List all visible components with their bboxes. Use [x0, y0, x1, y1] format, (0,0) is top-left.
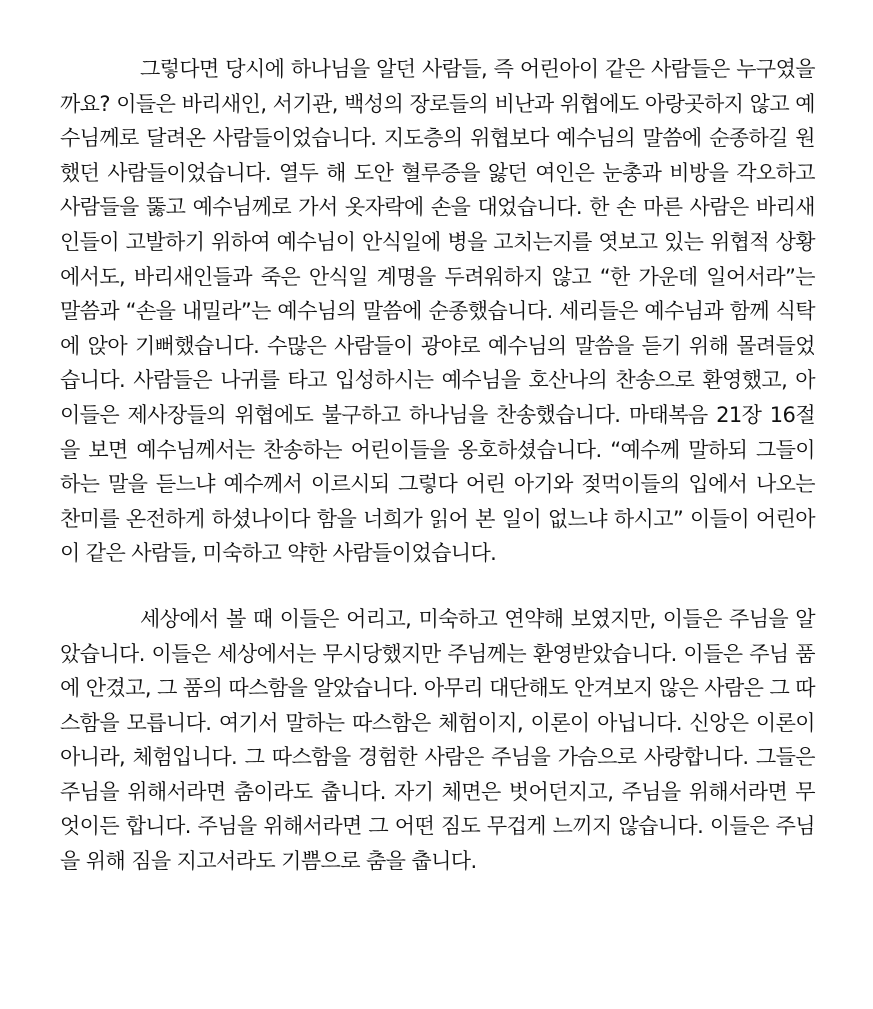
- paragraph-1: 그렇다면 당시에 하나님을 알던 사람들, 즉 어린아이 같은 사람들은 누구였을까요? 이들은 바리새인, 서기관, 백성의 장로들의 비난과 위협에도 아랑곳하지 않고 예수님께로 달려온 사람들이었습니다. 지도층의 위협보다 예수님의 말씀에 순종하길 원했던 사람들이었습니다. 열두 해 도안 혈루증을 앓던 여인은 눈총과 비방을 각오하고 사람들을 뚫고 예수님께로 가서 옷자락에 손을 대었습니다. 한 손 마른 사람은 바리새인들이 고발하기 위하여 예수님이 안식일에 병을 고치는지를 엿보고 있는 위협적 상황에서도, 바리새인들과 죽은 안식일 계명을 두려워하지 않고 “한 가운데 일어서라”는 말씀과 “손을 내밀라”는 예수님의 말씀에 순종했습니다. 세리들은 예수님과 함께 식탁에 앉아 기뻐했습니다. 수많은 사람들이 광야로 예수님의 말씀을 듣기 위해 몰려들었습니다. 사람들은 나귀를 타고 입성하시는 예수님을 호산나의 찬송으로 환영했고, 아이들은 제사장들의 위협에도 불구하고 하나님을 찬송했습니다. 마태복음 21장 16절을 보면 예수님께서는 찬송하는 어린이들을 옹호하셨습니다. “예수께 말하되 그들이 하는 말을 듣느냐 예수께서 이르시되 그렇다 어린 아기와 젖먹이들의 입에서 나오는 찬미를 온전하게 하셨나이다 함을 너희가 읽어 본 일이 없느냐 하시고” 이들이 어린아이 같은 사람들, 미숙하고 약한 사람들이었습니다.: [60, 57, 815, 566]
- document-body: [60, 52, 815, 879]
- paragraph-2: 세상에서 볼 때 이들은 어리고, 미숙하고 연약해 보였지만, 이들은 주님을 알았습니다. 이들은 세상에서는 무시당했지만 주님께는 환영받았습니다. 이들은 주님 품에 안겼고, 그 품의 따스함을 알았습니다. 아무리 대단해도 안겨보지 않은 사람은 그 따스함을 모릅니다. 여기서 말하는 따스함은 체험이지, 이론이 아닙니다. 신앙은 이론이 아니라, 체험입니다. 그 따스함을 경험한 사람은 주님을 가슴으로 사랑합니다. 그들은 주님을 위해서라면 춤이라도 춥니다. 자기 체면은 벗어던지고, 주님을 위해서라면 무엇이든 합니다. 주님을 위해서라면 그 어떤 짐도 무겁게 느끼지 않습니다. 이들은 주님을 위해 짐을 지고서라도 기쁨으로 춤을 춥니다.: [60, 606, 815, 874]
